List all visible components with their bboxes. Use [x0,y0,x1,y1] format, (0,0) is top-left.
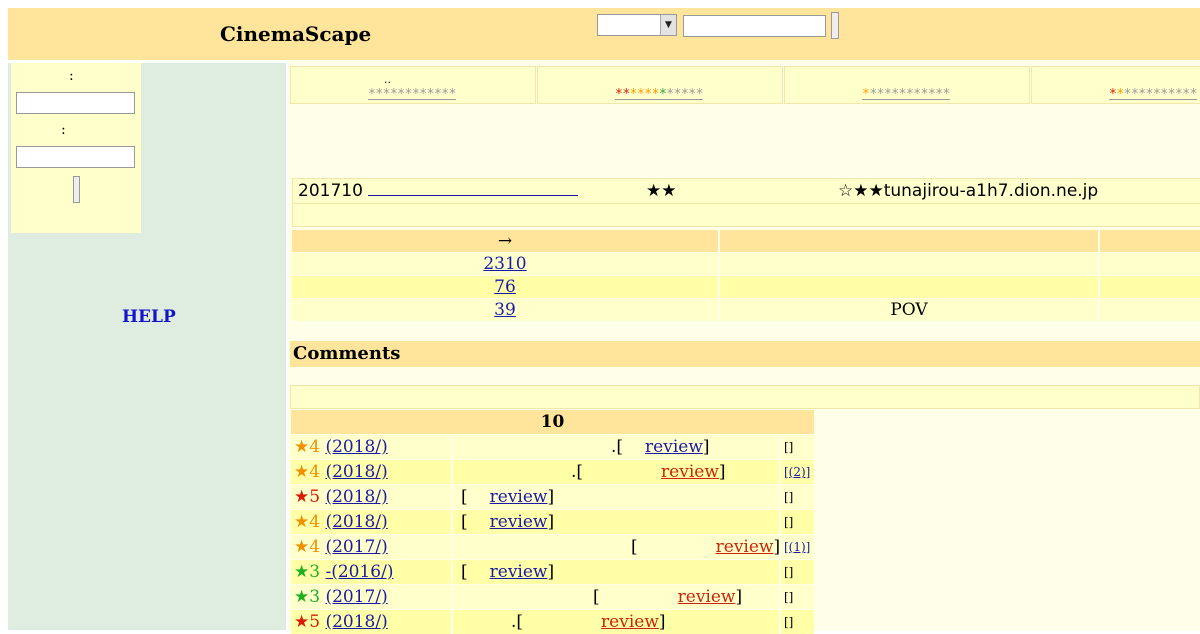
review-rating-cell [291,510,451,534]
login-box [11,63,141,233]
review-year-link[interactable]: (2018/) [325,437,388,457]
comment-filter-box [290,385,1200,409]
stats-count-link[interactable]: 76 [494,277,516,297]
review-row [291,485,814,509]
rating-star-segment: ** [615,87,630,102]
login-label-password: : [61,122,66,138]
rating-stars-link[interactable] [368,87,456,102]
stats-row [292,253,1200,275]
review-close-bracket: ] [658,612,666,632]
review-star-rating: ★5 [294,487,321,507]
review-extra-link: [] [784,615,794,629]
review-text-cell [453,585,779,609]
review-extra-link[interactable]: [(1)] [784,540,811,554]
review-year-link[interactable]: (2018/) [325,612,388,632]
review-link[interactable]: review [677,587,736,607]
rating-stars-link[interactable] [1109,87,1197,102]
review-text-cell [453,485,779,509]
stats-header-col2 [720,230,1100,252]
review-text-cell [453,560,779,584]
review-rating-cell [291,435,451,459]
rating-star-segment: * [862,87,870,102]
review-row [291,460,814,484]
review-link[interactable]: review [489,562,548,582]
review-text-cell [453,435,779,459]
review-text-cell [453,460,779,484]
review-close-bracket: ] [702,437,710,457]
stats-header-arrow: → [292,230,720,252]
stats-extra-cell [1100,253,1200,275]
review-year-link[interactable]: (2017/) [325,537,388,557]
review-extra-link: [] [784,515,794,529]
username-field[interactable] [16,92,135,114]
review-open-bracket: .[ [571,462,584,482]
review-rating-cell [291,560,451,584]
review-close-bracket: ] [773,537,781,557]
review-open-bracket: [ [461,487,468,507]
review-row [291,585,814,609]
rating-star-segment: * [1116,87,1124,102]
review-open-bracket: [ [631,537,638,557]
stats-row [292,276,1200,298]
review-open-bracket: [ [461,562,468,582]
info-link[interactable] [368,181,578,201]
info-date: 201710 [298,181,363,201]
stats-row [292,299,1200,321]
sidebar [8,63,286,630]
rating-cell [290,66,536,104]
chevron-down-icon[interactable]: ▼ [660,15,676,35]
search-input[interactable] [683,15,826,37]
review-extra-link: [] [784,590,794,604]
rating-star-segment: ********** [1123,87,1197,102]
review-extra-cell [781,560,814,584]
rating-cell [784,66,1030,104]
rating-star-segment: ************ [368,87,456,102]
rating-cell [537,66,783,104]
rating-star-segment: * [658,87,667,102]
login-label-user: : [69,68,74,84]
review-star-rating: ★5 [294,612,321,632]
review-star-rating: ★4 [294,512,321,532]
rating-dots: .. [384,73,391,86]
review-star-rating: ★3 [294,587,321,607]
stats-header-row [292,230,1200,252]
review-star-rating: ★4 [294,462,321,482]
review-open-bracket: [ [593,587,600,607]
review-extra-link: [] [784,565,794,579]
stats-count-cell [292,299,720,321]
review-open-bracket: .[ [511,612,524,632]
review-year-link[interactable]: (2017/) [325,587,388,607]
review-extra-cell [781,510,814,534]
review-close-bracket: ] [718,462,726,482]
review-row [291,560,814,584]
review-link[interactable]: review [645,437,703,457]
site-title[interactable]: CinemaScape [220,22,372,46]
stats-label-cell [720,276,1100,298]
search-button[interactable] [831,12,839,39]
review-rating-cell [291,485,451,509]
review-star-rating: ★4 [294,537,321,557]
review-extra-link: [] [784,440,794,454]
review-link[interactable]: review [715,537,774,557]
stats-count-link[interactable]: 39 [494,300,516,320]
rating-stars-link[interactable] [615,87,703,102]
review-extra-cell [781,460,814,484]
rating-star-segment: *********** [869,87,950,102]
review-extra-cell [781,485,814,509]
review-extra-link[interactable]: [(2)] [784,465,811,479]
info-stars: ★★ [646,181,677,201]
review-rating-cell [291,585,451,609]
review-close-bracket: ] [547,487,555,507]
genre-select[interactable] [597,14,677,36]
review-text-cell [453,510,779,534]
info-box [292,178,1200,227]
header-bar [8,8,1200,60]
review-star-rating: ★3 [294,562,321,582]
review-rating-cell [291,460,451,484]
rating-star-segment: **** [629,87,659,102]
stats-label-cell [720,253,1100,275]
stats-count-cell [292,276,720,298]
review-rating-cell [291,610,451,634]
stats-count-cell [292,253,720,275]
rating-star-segment: * [1109,87,1117,102]
review-text-cell [453,535,779,559]
review-extra-cell [781,585,814,609]
review-year-link[interactable]: -(2016/) [325,562,394,582]
review-row [291,535,814,559]
password-field[interactable] [16,146,135,168]
review-close-bracket: ] [735,587,743,607]
review-close-bracket: ] [547,562,555,582]
stats-label-cell: POV [720,299,1100,321]
rating-star-segment: ***** [666,87,703,102]
review-extra-cell [781,435,814,459]
review-row [291,510,814,534]
info-row [293,179,1200,204]
login-button[interactable] [73,176,80,203]
review-link[interactable]: review [661,462,719,482]
stats-header-col3 [1100,230,1200,252]
reviews-table-header: 10 [291,410,814,434]
review-open-bracket: .[ [611,437,624,457]
review-star-rating: ★4 [294,437,321,457]
review-extra-link: [] [784,490,794,504]
stats-extra-cell [1100,299,1200,321]
info-user: ☆★★tunajirou-a1h7.dion.ne.jp [838,181,1099,201]
help-link[interactable]: HELP [122,307,176,327]
review-extra-cell [781,610,814,634]
review-text-cell [453,610,779,634]
rating-stars-link[interactable] [862,87,950,102]
review-year-link[interactable]: (2018/) [325,462,388,482]
review-extra-cell [781,535,814,559]
stats-extra-cell [1100,276,1200,298]
review-open-bracket: [ [461,512,468,532]
review-row [291,610,814,634]
review-link[interactable]: review [601,612,659,632]
review-close-bracket: ] [547,512,555,532]
review-row [291,435,814,459]
review-link[interactable]: review [489,487,548,507]
info-link-text[interactable] [368,181,578,196]
review-rating-cell [291,535,451,559]
review-year-link[interactable]: (2018/) [325,512,388,532]
main-content [288,60,1200,630]
review-link[interactable]: review [489,512,548,532]
review-year-link[interactable]: (2018/) [325,487,388,507]
stats-count-link[interactable]: 2310 [483,254,527,274]
comments-title: Comments [290,341,1200,367]
rating-cell [1031,66,1200,104]
